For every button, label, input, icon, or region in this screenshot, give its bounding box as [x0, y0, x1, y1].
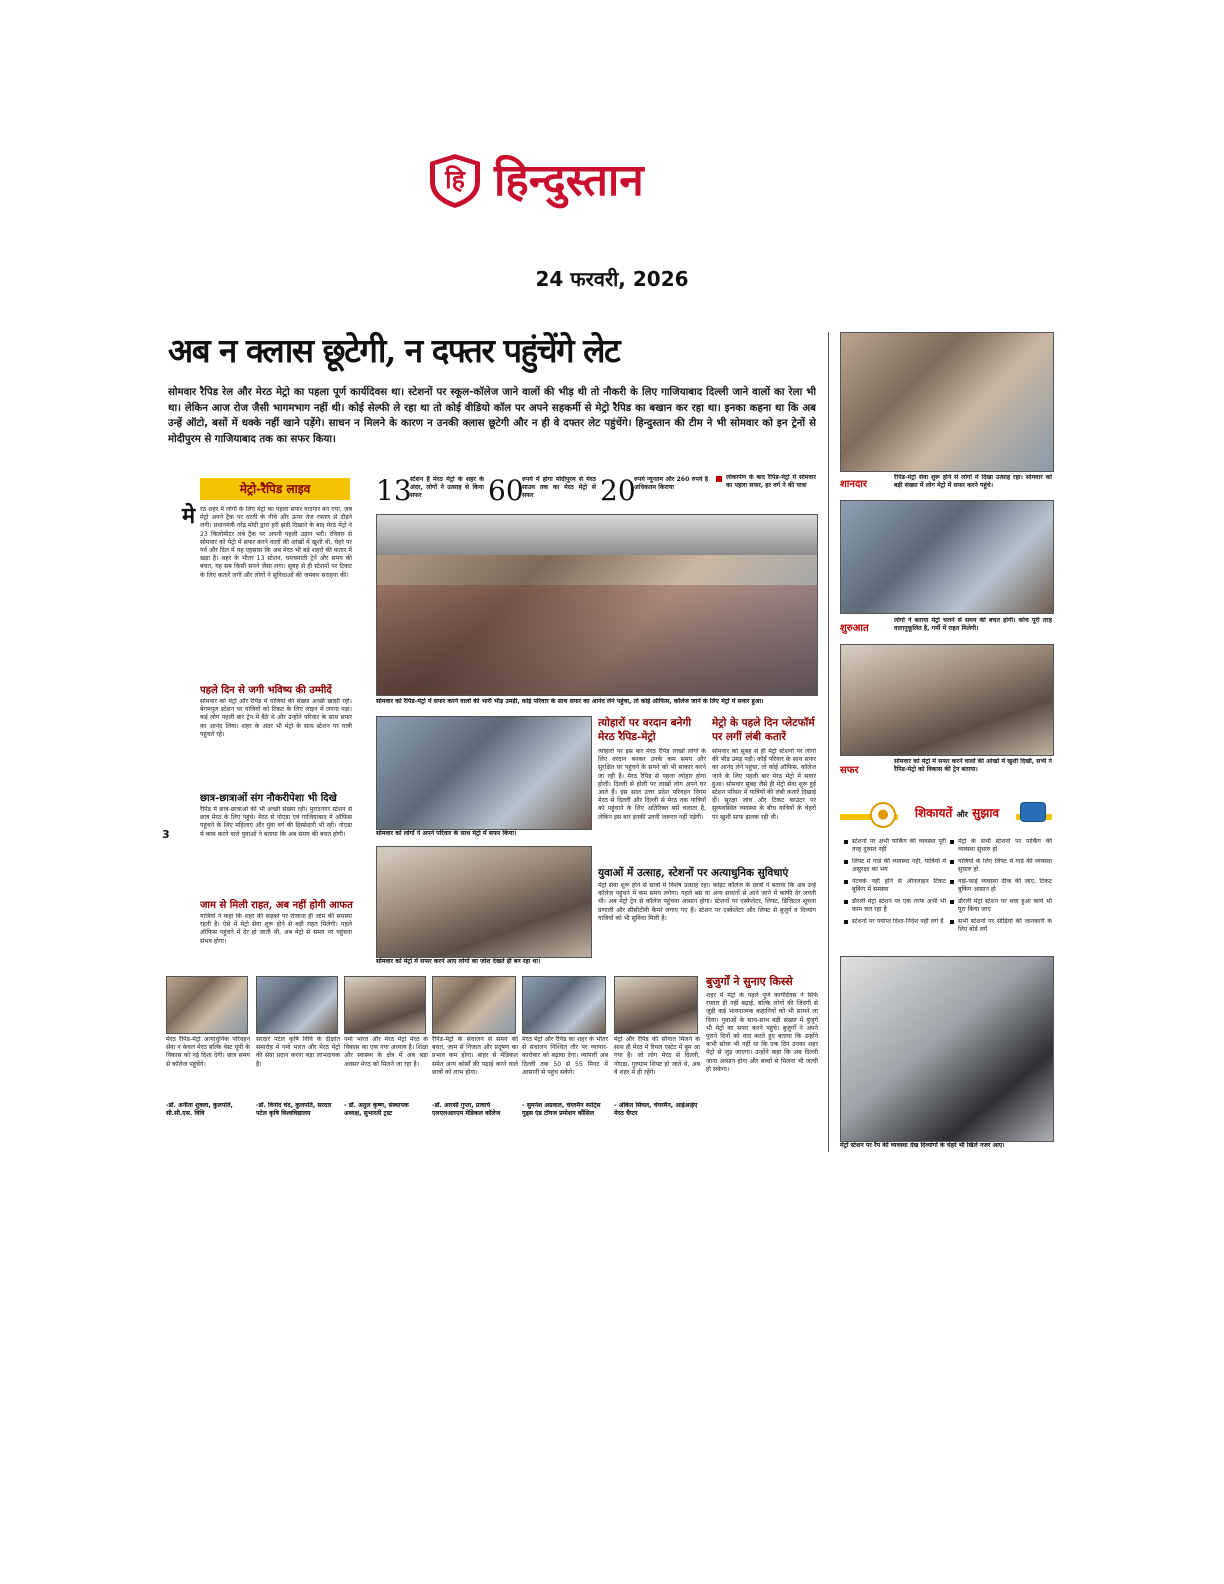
masthead-name: हिन्दुस्तान — [494, 155, 644, 206]
stat-number: 13 — [376, 474, 412, 507]
stat-60 — [488, 476, 596, 510]
bullet-square-icon — [950, 860, 954, 864]
sidebar-photo-1 — [840, 332, 1054, 472]
photo-enthusiasm — [376, 846, 592, 958]
youth-text: मेट्रो सेवा शुरू होने से छात्रों में विशेष उत्साह रहा। कांइट कॉलेज के छात्रों ने बताया कि अब उन्हें कॉलेज पहुंचने में कम समय लगेगा। पहले बस या अन्य साधनों से आने जाने में काफी देर लगती थी। अब मेट्रो ट्रेन से कॉलेज पहुंचना आसान होगा। स्टेशनों पर एस्केलेटर, लिफ्ट, डिजिटल सूचना प्रणाली और सीसीटीवी कैमरे लगाए गए हैं। स्टेशन पर एस्केलेटर और लिफ्ट से बुजुर्ग व दिव्यांग यात्रियों को भी सुविधा मिली है। — [598, 882, 816, 922]
future-hopes-text: सोमवार को मेट्रो और रैपिड में यात्रियों की संख्या अच्छी खासी रही। बेगमपुल स्टेशन पर यात्रियों को टिकट के लिए लाइन में लगना पड़ा। कई लोग पहली बार ट्रेन में बैठे थे और उन्होंने परिवार के साथ सफर का आनंद लिया। शहर के अंदर भी मेट्रो के साथ स्टेशन पर यात्री पहुंचते रहे। — [200, 698, 352, 738]
chat-bubble-icon — [1020, 802, 1046, 822]
stat-note — [716, 474, 816, 512]
photo-family-travel — [376, 716, 592, 830]
platform-title: मेट्रो के पहले दिन प्लेटफॉर्म पर लगीं लंबी कतारें — [712, 717, 815, 743]
subhead-students: छात्र-छात्राओं संग नौकरीपेशा भी दिखे — [200, 793, 337, 804]
sidebar-bottom-caption: मेट्रो स्टेशन पर रैप की व्यवस्था देख दिव्यांगों के चेहरे भी खिले नजर आए। — [840, 1142, 1005, 1149]
opinion-text-3: नमो भारत और मेरठ मेट्रो मेरठ के विकास का एक नया अध्याय है। शिक्षा और स्वास्थ्य के क्षेत्र में अब बड़ा अवसर मेरठ को मिलने जा रहा है। — [344, 1036, 428, 1068]
stat-13 — [376, 476, 484, 510]
opinion-photo-5 — [522, 976, 606, 1034]
stat-text: रुपये न्यूनतम और 260 रुपये है अधिकतम किराया — [634, 476, 708, 492]
complaint-item: स्टेशनों पर पर्याप्त दिशा-निर्देश नहीं लगे हैं — [844, 918, 946, 938]
complaint-item: स्टेशनों पर अभी पार्किंग की व्यवस्था पूरी तरह दुरुस्त नहीं — [844, 838, 946, 858]
sidebar-photo-2 — [840, 500, 1054, 614]
bullet-square-icon — [844, 900, 848, 904]
sidebar-divider — [828, 332, 829, 1152]
suggestion-item: यात्रियों के लिए लिफ्ट में गार्ड की व्यवस्था सुचारु हो — [950, 858, 1052, 878]
edition-date: 24 फरवरी, 2026 — [535, 267, 689, 291]
bullet-square-icon — [844, 840, 848, 844]
opinion-sign-6: - अंकित सिंघल, चेयरमैन, आईआईए मेरठ चैप्टर — [614, 1102, 698, 1117]
and-word: और — [956, 809, 968, 819]
photo3-caption: सोमवार को मेट्रो में सफर करने आए लोगों का जोश देखते ही बन रहा था। — [376, 958, 541, 965]
dropcap: मे — [182, 504, 196, 529]
sidebar-tag-3: सफर — [840, 765, 859, 776]
opinion-photo-1 — [166, 976, 248, 1034]
complaints-title: शिकायतें — [914, 806, 953, 820]
opinion-sign-1: -डॉ. अनीता शुक्ला, कुलपति, सी.सी.एस. विवि — [166, 1102, 233, 1117]
opinion-text-2: सरदार पटेल कृषि विवि के दीक्षांत समारोह में नमो भारत और मेरठ मेट्रो की सेवा प्रदान करना बड़ा लाभदायक है। — [256, 1036, 340, 1068]
subhead-future-hopes: पहले दिन से जगी भविष्य की उम्मीदें — [200, 685, 332, 696]
opinion-photo-4 — [432, 976, 516, 1034]
photo-ceiling-band — [377, 515, 817, 555]
stat-20 — [600, 476, 708, 510]
festival-text: त्योहारों पर इस बार मेरठ रैपिड लाखों लोगों के लिए वरदान बनकर उनके कम समय और सुरक्षित घर पहुंचने के सपने को भी साकार करने जा रही है। मेरठ रैपिड से पहला त्योहार होगा होली। दिल्ली से होली पर लाखों लोग अपने घर आते हैं। इस साल उत्तर प्रदेश परिवहन निगम मेरठ से दिल्ली और दिल्ली से मेरठ तक यात्रियों को पहुंचाने के लिए अतिरिक्त बसें चलाता है, लेकिन इस बार इनकी उतनी जरूरत नहीं पड़ेगी। — [598, 748, 706, 821]
main-photo-crowd — [376, 514, 818, 696]
bullet-square-icon — [844, 920, 848, 924]
suggestion-item: वाई-फाई व्यवस्था ठीक की जाए, टिकट बुकिंग आसान हो — [950, 878, 1052, 898]
suggestion-item: डौरली मेट्रो स्टेशन पर बचा हुआ कार्य भी पूरा किया जाए — [950, 898, 1052, 918]
complaint-item: नेटवर्क नहीं होने से ऑनलाइन टिकट बुकिंग में समस्या — [844, 878, 946, 898]
opinion-photo-6 — [614, 976, 698, 1034]
page-marker: 3 — [162, 828, 170, 841]
suggestions-list — [950, 838, 1052, 948]
lightbulb-icon: ● — [870, 802, 896, 828]
opinion-sign-2: -डॉ. विनोद चंद, कुलपति, सरदार पटेल कृषि विश्वविद्यालय — [256, 1102, 332, 1117]
bullet-square-icon — [950, 880, 954, 884]
sidebar-tag-2: शुरुआत — [840, 623, 869, 634]
opinion-sign-3: - डॉ. अतुल कृष्ण, संस्थापक अध्यक्ष, सुभारती ट्रस्ट — [344, 1102, 409, 1117]
headline: अब न क्लास छूटेगी, न दफ्तर पहुंचेंगे लेट — [168, 331, 620, 370]
elders-text: शहर में मेट्रो के पहले पूर्ण कार्यदिवस ने सिर्फ रफ्तार ही नहीं बढ़ाई, बल्कि लोगों की जिंदगी से जुड़ी कई भावनात्मक कहानियों को भी सामने ला दिया। युवाओं के साथ-साथ बड़ी संख्या में बुजुर्ग भी मेट्रो का सफर करने पहुंचे। बुजुर्गों ने अपने पुराने दिनों को याद करते हुए बताया कि उन्होंने कभी सोचा भी नहीं था कि एक दिन उनका शहर मेट्रो से जुड़ जाएगा। उन्होंने कहा कि अब दिल्ली जाना आसान होगा और बच्चों से मिलना भी जल्दी हो सकेगा। — [706, 992, 818, 1073]
main-photo-caption: सोमवार को रैपिड-मेट्रो में सफर करने वालों की भारी भीड़ उमड़ी, कोई परिवार के साथ सफर का आनंद लेने पहुंचा, तो कोई ऑफिस, कॉलेज जाने के लिए मेट्रो में सवार हुआ। — [376, 698, 764, 705]
sidebar-caption-1: रैपिड-मेट्रो सेवा शुरू होने से लोगों में दिखा उत्साह रहा। सोमवार को बड़ी संख्या में लोग मेट्रो में सफर करने पहुंचे। — [894, 474, 1052, 490]
masthead — [428, 152, 788, 212]
sidebar-tag-1: शानदार — [840, 479, 867, 490]
platform-text: सोमवार को सुबह से ही मेट्रो स्टेशनों पर लोगों की भीड़ उमड़ पड़ी। कोई परिवार के साथ सफर का आनंद लेने पहुंचा, तो कोई ऑफिस, कॉलेज जाने के लिए पहली बार मेरठ मेट्रो में सवार हुआ। सोमवार सुबह जैसे ही मेट्रो सेवा शुरू हुई स्टेशन परिसर में यात्रियों की लंबी कतारें दिखाई दीं। सुरक्षा जांच और टिकट काउंटर पर सुव्यवस्थित व्यवस्था के बीच यात्रियों के चेहरों पर खुशी साफ झलक रही थी। — [712, 748, 816, 821]
complaints-suggestions-header — [840, 800, 1052, 832]
suggestion-item: सभी स्टेशनों पर सीढ़ियों की जानकारी के लिए बोर्ड लगें — [950, 918, 1052, 938]
stat-number: 20 — [600, 474, 636, 507]
opinion-photo-2 — [256, 976, 338, 1034]
bullet-square-icon — [844, 860, 848, 864]
opinion-text-5: मेरठ मेट्रो और रैपिड का शहर के भीतर से संचालन निश्चित तौर पर व्यापार-कारोबार को बढ़ावा देगा। व्यापारी अब दिल्ली तक 50 से 55 मिनट में आसानी से पहुंच सकेंगे। — [522, 1036, 608, 1076]
sidebar-caption-3: सोमवार को मेट्रो में सफर करने वालों की आंखों में खुशी दिखी, सभी ने रैपिड-मेट्रो को विकास की ट्रेन बताया। — [894, 758, 1052, 774]
youth-title: युवाओं में उत्साह, स्टेशनों पर अत्याधुनिक सुविधाएं — [598, 867, 789, 879]
bullet-square-icon — [844, 880, 848, 884]
opinion-sign-4: -डॉ. आरसी गुप्ता, प्राचार्य एलएलआरएम मेडिकल कॉलेज — [432, 1102, 501, 1117]
lead-paragraph: सोमवार रैपिड रेल और मेरठ मेट्रो का पहला पूर्ण कार्यदिवस था। स्टेशनों पर स्कूल-कॉलेज जाने वालों की भीड़ थी तो नौकरी के लिए गाजियाबाद दिल्ली जाने वालों का रेला भी था। लेकिन आज रोज जैसी भागमभाग नहीं थी। कोई सेल्फी ले रहा था तो कोई वीडियो कॉल पर अपने सहकर्मी से मेट्रो रैपिड का बखान कर रहा था। इनका कहना था कि अब उन्हें ऑटो, बसों में धक्के नहीं खाने पड़ेंगे। साधन न मिलने के कारण न उनकी क्लास छूटेगी और न ही वे दफ्तर लेट पहुंचेंगे। हिन्दुस्तान की टीम ने भी सोमवार को इन ट्रेनों से मोदीपुरम से गाजियाबाद तक का सफर किया। — [168, 387, 816, 445]
stat-text: रुपये में होगा मोदीपुरम से मेरठ साउथ तक का मेरठ मेट्रो से सफर — [522, 476, 596, 500]
subhead-jam-relief: जाम से मिली राहत, अब नहीं होगी आफत — [200, 900, 353, 911]
header-label-box — [898, 802, 1016, 824]
logo-glyph: हि — [445, 165, 465, 194]
opinion-text-4: रैपिड-मेट्रो के संचालन से समय की बचत, जाम से निजात और प्रदूषण का प्रभाव कम होगा। बाहर से मेडिकल समेत अन्य कोर्सों की पढ़ाई करने वाले छात्रों को लाभ होगा। — [432, 1036, 518, 1076]
photo-people-band — [377, 585, 817, 695]
sidebar-caption-2: लोगों ने बताया मेट्रो चलने से समय की बचत होगी। कोच पूरी तरह वातानुकूलित है, गर्मी में राहत मिलेगी। — [894, 617, 1052, 633]
intro-text: रठ शहर में लोगों के लिए मेट्रो का पहला सफर यादगार बन गया, जब मेट्रो अपने ट्रैक पर धरती के नीचे और ऊपर तेज रफ्तार से दौड़ने लगी। प्रधानमंत्री नरेंद्र मोदी द्वारा हरी झंडी दिखाने के बाद मेरठ मेट्रो ने 23 किलोमीटर लंबे ट्रैक पर अपनी पहली उड़ान भरी। रविवार से सोमवार को मेट्रो में सफर करने वालों की आंखों में खुशी थी, चेहरे पर गर्व और दिल में यह एहसास कि अब मेरठ भी बड़े शहरों की कतार में खड़ा है। शहर के भीतर 13 स्टेशन, चमचमाती ट्रेनें और समय की बचत, यह सब किसी सपने जैसा लगा। सुबह से ही स्टेशनों पर टिकट के लिए कतारें लगीं और लोगों ने सुविधाओं की जमकर सराहना की। — [200, 506, 352, 579]
complaint-item: लिफ्ट में गार्ड की व्यवस्था नहीं, यात्रियों में असुरक्षा का भय — [844, 858, 946, 878]
opinion-sign-5: - सुमनेश अग्रवाल, चेयरमैन स्पोर्ट्स गुड्स एंड टॉयज प्रमोशन कौंसिल — [522, 1102, 601, 1117]
stat-number: 60 — [488, 474, 524, 507]
suggestions-title: सुझाव — [972, 806, 1000, 820]
complaint-item: डौरली मेट्रो स्टेशन पर एक तरफ अभी भी काम चल रहा है — [844, 898, 946, 918]
sidebar-photo-3 — [840, 644, 1054, 756]
opinion-photo-3 — [344, 976, 426, 1034]
stat-note-text: लोकार्पण के बाद रैपिड-मेट्रो में सोमवार का पहला सफर, हर वर्ग ने की यात्रा — [726, 474, 816, 490]
photo2-caption: सोमवार को लोगों ने अपने परिवार के साथ मेट्रो में सफर किया। — [376, 830, 517, 837]
stat-text: स्टेशन हैं मेरठ मेट्रो के शहर के अंदर, लोगों ने उत्साह से किया सफर — [410, 476, 484, 500]
bullet-square-icon — [950, 900, 954, 904]
elders-title: बुजुर्गों ने सुनाए किस्से — [706, 975, 793, 988]
festival-title: त्योहारों पर वरदान बनेगी मेरठ रैपिड-मेट्रो — [598, 717, 692, 743]
opinion-text-6: मेट्रो और रैपिड की सौगात मिलने के साथ ही मेरठ में रियल एस्टेट में बूम आ गया है। जो लोग मेरठ से दिल्ली, नोएडा, गुरुग्राम शिफ्ट हो जाते थे, अब वे शहर में ही रहेंगे। — [614, 1036, 700, 1076]
bullet-square-icon — [950, 840, 954, 844]
jam-relief-text: यात्रियों ने कहा कि शहर की सड़कों पर रोजाना ही जाम की समस्या रहती है। ऐसे में मेट्रो सेवा शुरू होने से बड़ी राहत मिलेगी। पहले ऑफिस पहुंचने में देर हो जाती थी, अब मेट्रो से समय पर पहुंचना संभव होगा। — [200, 913, 352, 945]
complaints-list — [844, 838, 946, 948]
suggestion-item: मेट्रो के सभी स्टेशनों पर पार्किंग की व्यवस्था सुचारु हो — [950, 838, 1052, 858]
students-text: रैपिड में छात्र-छात्राओं की भी अच्छी संख्या रही। मुरादनगर स्टेशन से छात्र मेरठ के लिए पहुंचे। मेरठ से नोएडा एवं गाजियाबाद में ऑफिस पहुंचने के लिए महिलाएं और युवा वर्ग की हिस्सेदारी भी रही। नोएडा में काम करने वाले युवाओं ने बताया कि अब समय की बचत होगी। — [200, 806, 352, 838]
opinion-text-1: मेरठ रैपिड-मेट्रो अत्याधुनिक परिवहन सेवा न केवल मेरठ बल्कि वेस्ट यूपी के विकास को नई दिशा देगी। छात्र समय से कॉलेज पहुंचेंगे। — [166, 1036, 250, 1068]
bullet-square-icon — [716, 476, 722, 482]
bullet-square-icon — [950, 920, 954, 924]
sidebar-photo-wheelchair — [840, 956, 1054, 1142]
banner-metro-rapid-live: मेट्रो-रैपिड लाइव — [200, 478, 350, 500]
